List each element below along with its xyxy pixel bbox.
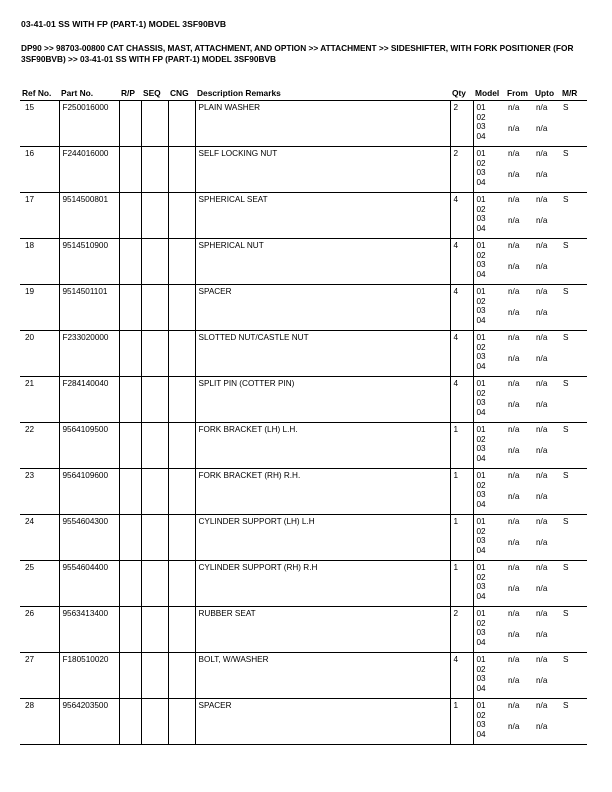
- part-no-cell: F233020000: [59, 331, 119, 377]
- table-row: [20, 239, 587, 285]
- col-header-part: Part No.: [59, 86, 119, 101]
- description-cell: PLAIN WASHER: [195, 101, 450, 147]
- description-cell: RUBBER SEAT: [195, 607, 450, 653]
- col-header-model: Model: [473, 86, 505, 101]
- model-code: 03: [476, 628, 486, 638]
- description-cell: SPACER: [195, 699, 450, 745]
- seq-cell: [141, 239, 168, 285]
- model-code: 02: [476, 664, 486, 674]
- from-cell: [505, 607, 533, 653]
- cng-cell: [168, 515, 195, 561]
- model-code: 04: [476, 683, 486, 693]
- model-code: 04: [476, 361, 486, 371]
- seq-cell: [141, 147, 168, 193]
- col-header-from: From: [505, 86, 533, 101]
- from-cell: [505, 377, 533, 423]
- model-code: 04: [476, 499, 486, 509]
- col-header-cng: CNG: [168, 86, 195, 101]
- model-code: 01: [476, 471, 486, 480]
- seq-cell: [141, 101, 168, 147]
- qty-cell: 2: [450, 607, 473, 653]
- model-code: 04: [476, 729, 486, 739]
- cng-cell: [168, 239, 195, 285]
- upto-cell: [533, 331, 560, 377]
- upto-value: n/a: [536, 149, 548, 158]
- table-row: [20, 147, 587, 193]
- model-code: 02: [476, 434, 486, 444]
- mr-cell: S: [560, 193, 587, 239]
- model-cell: [473, 101, 505, 147]
- ref-no-cell: 25: [20, 561, 59, 607]
- cng-cell: [168, 653, 195, 699]
- cng-cell: [168, 193, 195, 239]
- from-value: n/a: [508, 676, 520, 685]
- upto-value: n/a: [536, 425, 548, 434]
- qty-cell: 4: [450, 285, 473, 331]
- qty-cell: 2: [450, 147, 473, 193]
- part-no-cell: 9564109500: [59, 423, 119, 469]
- qty-cell: 1: [450, 423, 473, 469]
- model-cell: [473, 515, 505, 561]
- from-cell: [505, 699, 533, 745]
- rp-cell: [119, 193, 141, 239]
- from-cell: [505, 101, 533, 147]
- upto-cell: [533, 377, 560, 423]
- model-cell: [473, 239, 505, 285]
- from-value: n/a: [508, 425, 520, 434]
- model-code: 01: [476, 425, 486, 434]
- model-code: 03: [476, 352, 486, 362]
- model-code: 03: [476, 214, 486, 224]
- upto-value: n/a: [536, 379, 548, 388]
- table-row: [20, 331, 587, 377]
- upto-value: n/a: [536, 103, 548, 112]
- model-cell: [473, 469, 505, 515]
- table-row: [20, 607, 587, 653]
- mr-cell: S: [560, 515, 587, 561]
- ref-no-cell: 15: [20, 101, 59, 147]
- model-code: 01: [476, 149, 486, 158]
- mr-cell: S: [560, 377, 587, 423]
- table-row: [20, 515, 587, 561]
- ref-no-cell: 20: [20, 331, 59, 377]
- from-value: n/a: [508, 333, 520, 342]
- model-code: 04: [476, 407, 486, 417]
- from-cell: [505, 331, 533, 377]
- cng-cell: [168, 561, 195, 607]
- upto-cell: [533, 607, 560, 653]
- cng-cell: [168, 285, 195, 331]
- description-cell: CYLINDER SUPPORT (RH) R.H: [195, 561, 450, 607]
- ref-no-cell: 28: [20, 699, 59, 745]
- model-code: 01: [476, 333, 486, 342]
- part-no-cell: 9564109600: [59, 469, 119, 515]
- model-code: 04: [476, 223, 486, 233]
- seq-cell: [141, 515, 168, 561]
- seq-cell: [141, 331, 168, 377]
- from-value: n/a: [508, 471, 520, 480]
- from-cell: [505, 515, 533, 561]
- upto-value: n/a: [536, 287, 548, 296]
- rp-cell: [119, 239, 141, 285]
- part-no-cell: F250016000: [59, 101, 119, 147]
- model-cell: [473, 193, 505, 239]
- seq-cell: [141, 699, 168, 745]
- upto-value: n/a: [536, 124, 548, 133]
- cng-cell: [168, 469, 195, 515]
- col-header-ref: Ref No.: [20, 86, 59, 101]
- rp-cell: [119, 147, 141, 193]
- from-value: n/a: [508, 538, 520, 547]
- model-code: 04: [476, 131, 486, 141]
- part-no-cell: F244016000: [59, 147, 119, 193]
- table-row: [20, 699, 587, 745]
- from-value: n/a: [508, 149, 520, 158]
- mr-cell: S: [560, 285, 587, 331]
- model-code: 03: [476, 398, 486, 408]
- mr-cell: S: [560, 101, 587, 147]
- ref-no-cell: 22: [20, 423, 59, 469]
- cng-cell: [168, 331, 195, 377]
- qty-cell: 2: [450, 101, 473, 147]
- ref-no-cell: 24: [20, 515, 59, 561]
- table-row: [20, 285, 587, 331]
- model-code: 02: [476, 710, 486, 720]
- model-code: 02: [476, 618, 486, 628]
- part-no-cell: 9564203500: [59, 699, 119, 745]
- model-code: 03: [476, 536, 486, 546]
- from-value: n/a: [508, 287, 520, 296]
- ref-no-cell: 19: [20, 285, 59, 331]
- from-value: n/a: [508, 308, 520, 317]
- model-cell: [473, 561, 505, 607]
- upto-cell: [533, 561, 560, 607]
- mr-cell: S: [560, 561, 587, 607]
- model-code: 02: [476, 204, 486, 214]
- qty-cell: 4: [450, 239, 473, 285]
- part-no-cell: F180510020: [59, 653, 119, 699]
- cng-cell: [168, 423, 195, 469]
- model-cell: [473, 699, 505, 745]
- upto-cell: [533, 101, 560, 147]
- model-code: 02: [476, 480, 486, 490]
- model-code: 03: [476, 168, 486, 178]
- rp-cell: [119, 561, 141, 607]
- col-header-seq: SEQ: [141, 86, 168, 101]
- model-code: 01: [476, 701, 486, 710]
- page-title: 03-41-01 SS WITH FP (PART-1) MODEL 3SF90BVB: [21, 19, 227, 29]
- upto-value: n/a: [536, 241, 548, 250]
- model-code: 01: [476, 517, 486, 526]
- from-value: n/a: [508, 630, 520, 639]
- mr-cell: S: [560, 653, 587, 699]
- mr-cell: S: [560, 699, 587, 745]
- description-cell: CYLINDER SUPPORT (LH) L.H: [195, 515, 450, 561]
- description-cell: SELF LOCKING NUT: [195, 147, 450, 193]
- model-code: 04: [476, 637, 486, 647]
- model-cell: [473, 285, 505, 331]
- model-cell: [473, 147, 505, 193]
- mr-cell: S: [560, 423, 587, 469]
- model-code: 02: [476, 526, 486, 536]
- from-cell: [505, 193, 533, 239]
- model-code: 04: [476, 453, 486, 463]
- table-row: [20, 193, 587, 239]
- from-value: n/a: [508, 400, 520, 409]
- qty-cell: 1: [450, 561, 473, 607]
- model-code: 02: [476, 250, 486, 260]
- mr-cell: S: [560, 331, 587, 377]
- seq-cell: [141, 423, 168, 469]
- model-cell: [473, 377, 505, 423]
- model-code: 04: [476, 269, 486, 279]
- model-code: 03: [476, 260, 486, 270]
- seq-cell: [141, 193, 168, 239]
- seq-cell: [141, 469, 168, 515]
- ref-no-cell: 23: [20, 469, 59, 515]
- qty-cell: 4: [450, 193, 473, 239]
- from-cell: [505, 469, 533, 515]
- seq-cell: [141, 377, 168, 423]
- upto-cell: [533, 699, 560, 745]
- model-code: 02: [476, 112, 486, 122]
- model-code: 03: [476, 674, 486, 684]
- upto-value: n/a: [536, 216, 548, 225]
- rp-cell: [119, 377, 141, 423]
- upto-value: n/a: [536, 354, 548, 363]
- ref-no-cell: 16: [20, 147, 59, 193]
- from-cell: [505, 285, 533, 331]
- ref-no-cell: 17: [20, 193, 59, 239]
- upto-cell: [533, 239, 560, 285]
- upto-cell: [533, 653, 560, 699]
- mr-cell: S: [560, 607, 587, 653]
- upto-value: n/a: [536, 333, 548, 342]
- model-code: 03: [476, 582, 486, 592]
- rp-cell: [119, 331, 141, 377]
- model-cell: [473, 423, 505, 469]
- seq-cell: [141, 285, 168, 331]
- rp-cell: [119, 653, 141, 699]
- model-code: 02: [476, 572, 486, 582]
- seq-cell: [141, 561, 168, 607]
- model-cell: [473, 607, 505, 653]
- from-value: n/a: [508, 517, 520, 526]
- rp-cell: [119, 101, 141, 147]
- upto-value: n/a: [536, 170, 548, 179]
- model-cell: [473, 653, 505, 699]
- model-code: 01: [476, 379, 486, 388]
- table-row: [20, 653, 587, 699]
- from-value: n/a: [508, 492, 520, 501]
- rp-cell: [119, 469, 141, 515]
- description-cell: SLOTTED NUT/CASTLE NUT: [195, 331, 450, 377]
- table-row: [20, 561, 587, 607]
- from-cell: [505, 147, 533, 193]
- col-header-mr: M/R: [560, 86, 587, 101]
- upto-value: n/a: [536, 630, 548, 639]
- upto-value: n/a: [536, 517, 548, 526]
- col-header-qty: Qty: [450, 86, 473, 101]
- rp-cell: [119, 515, 141, 561]
- from-cell: [505, 423, 533, 469]
- qty-cell: 4: [450, 331, 473, 377]
- description-cell: SPACER: [195, 285, 450, 331]
- table-header-row: [20, 86, 587, 101]
- upto-value: n/a: [536, 262, 548, 271]
- model-code: 01: [476, 655, 486, 664]
- upto-cell: [533, 285, 560, 331]
- rp-cell: [119, 423, 141, 469]
- description-cell: FORK BRACKET (LH) L.H.: [195, 423, 450, 469]
- model-code: 04: [476, 591, 486, 601]
- cng-cell: [168, 607, 195, 653]
- col-header-rp: R/P: [119, 86, 141, 101]
- from-value: n/a: [508, 609, 520, 618]
- upto-value: n/a: [536, 676, 548, 685]
- model-code: 03: [476, 306, 486, 316]
- part-no-cell: 9563413400: [59, 607, 119, 653]
- upto-value: n/a: [536, 584, 548, 593]
- upto-value: n/a: [536, 538, 548, 547]
- from-value: n/a: [508, 584, 520, 593]
- from-value: n/a: [508, 563, 520, 572]
- cng-cell: [168, 377, 195, 423]
- from-value: n/a: [508, 701, 520, 710]
- ref-no-cell: 18: [20, 239, 59, 285]
- table-row: [20, 469, 587, 515]
- part-no-cell: 9514501101: [59, 285, 119, 331]
- table-row: [20, 423, 587, 469]
- model-code: 02: [476, 296, 486, 306]
- model-code: 01: [476, 287, 486, 296]
- mr-cell: S: [560, 469, 587, 515]
- from-value: n/a: [508, 124, 520, 133]
- model-code: 03: [476, 444, 486, 454]
- model-code: 01: [476, 563, 486, 572]
- col-header-upto: Upto: [533, 86, 560, 101]
- model-code: 02: [476, 342, 486, 352]
- model-code: 01: [476, 103, 486, 112]
- model-code: 02: [476, 158, 486, 168]
- model-code: 01: [476, 195, 486, 204]
- cng-cell: [168, 101, 195, 147]
- model-code: 04: [476, 177, 486, 187]
- parts-table: [20, 86, 587, 745]
- part-no-cell: 9554604300: [59, 515, 119, 561]
- model-code: 03: [476, 720, 486, 730]
- description-cell: SPHERICAL SEAT: [195, 193, 450, 239]
- from-value: n/a: [508, 446, 520, 455]
- upto-value: n/a: [536, 563, 548, 572]
- rp-cell: [119, 699, 141, 745]
- upto-value: n/a: [536, 446, 548, 455]
- description-cell: FORK BRACKET (RH) R.H.: [195, 469, 450, 515]
- part-no-cell: 9554604400: [59, 561, 119, 607]
- breadcrumb: DP90 >> 98703-00800 CAT CHASSIS, MAST, ATTACHMENT, AND OPTION >> ATTACHMENT >> SIDESHIFTER, WITH FORK POSITIONER (FOR 3SF90BVB) >> 03-41-01 SS WITH FP (PART-1) MODEL 3SF90BVB: [21, 43, 574, 64]
- model-code: 04: [476, 545, 486, 555]
- model-code: 01: [476, 609, 486, 618]
- from-value: n/a: [508, 354, 520, 363]
- from-cell: [505, 561, 533, 607]
- seq-cell: [141, 607, 168, 653]
- cng-cell: [168, 699, 195, 745]
- col-header-desc: Description Remarks: [195, 86, 450, 101]
- model-code: 04: [476, 315, 486, 325]
- rp-cell: [119, 285, 141, 331]
- part-no-cell: F284140040: [59, 377, 119, 423]
- from-value: n/a: [508, 170, 520, 179]
- upto-cell: [533, 147, 560, 193]
- model-code: 03: [476, 122, 486, 132]
- upto-cell: [533, 515, 560, 561]
- table-row: [20, 101, 587, 147]
- from-value: n/a: [508, 262, 520, 271]
- mr-cell: S: [560, 147, 587, 193]
- from-value: n/a: [508, 241, 520, 250]
- cng-cell: [168, 147, 195, 193]
- from-value: n/a: [508, 655, 520, 664]
- seq-cell: [141, 653, 168, 699]
- upto-value: n/a: [536, 471, 548, 480]
- upto-value: n/a: [536, 701, 548, 710]
- upto-value: n/a: [536, 492, 548, 501]
- qty-cell: 1: [450, 515, 473, 561]
- model-code: 02: [476, 388, 486, 398]
- from-value: n/a: [508, 722, 520, 731]
- from-cell: [505, 653, 533, 699]
- model-code: 03: [476, 490, 486, 500]
- upto-value: n/a: [536, 400, 548, 409]
- from-value: n/a: [508, 216, 520, 225]
- description-cell: SPLIT PIN (COTTER PIN): [195, 377, 450, 423]
- model-cell: [473, 331, 505, 377]
- upto-value: n/a: [536, 308, 548, 317]
- upto-value: n/a: [536, 609, 548, 618]
- from-value: n/a: [508, 103, 520, 112]
- table-row: [20, 377, 587, 423]
- ref-no-cell: 27: [20, 653, 59, 699]
- from-cell: [505, 239, 533, 285]
- upto-value: n/a: [536, 722, 548, 731]
- upto-cell: [533, 423, 560, 469]
- from-value: n/a: [508, 379, 520, 388]
- part-no-cell: 9514500801: [59, 193, 119, 239]
- description-cell: SPHERICAL NUT: [195, 239, 450, 285]
- qty-cell: 4: [450, 653, 473, 699]
- upto-value: n/a: [536, 195, 548, 204]
- upto-cell: [533, 469, 560, 515]
- mr-cell: S: [560, 239, 587, 285]
- rp-cell: [119, 607, 141, 653]
- model-code: 01: [476, 241, 486, 250]
- from-value: n/a: [508, 195, 520, 204]
- upto-value: n/a: [536, 655, 548, 664]
- qty-cell: 1: [450, 699, 473, 745]
- ref-no-cell: 21: [20, 377, 59, 423]
- qty-cell: 4: [450, 377, 473, 423]
- description-cell: BOLT, W/WASHER: [195, 653, 450, 699]
- part-no-cell: 9514510900: [59, 239, 119, 285]
- ref-no-cell: 26: [20, 607, 59, 653]
- qty-cell: 1: [450, 469, 473, 515]
- upto-cell: [533, 193, 560, 239]
